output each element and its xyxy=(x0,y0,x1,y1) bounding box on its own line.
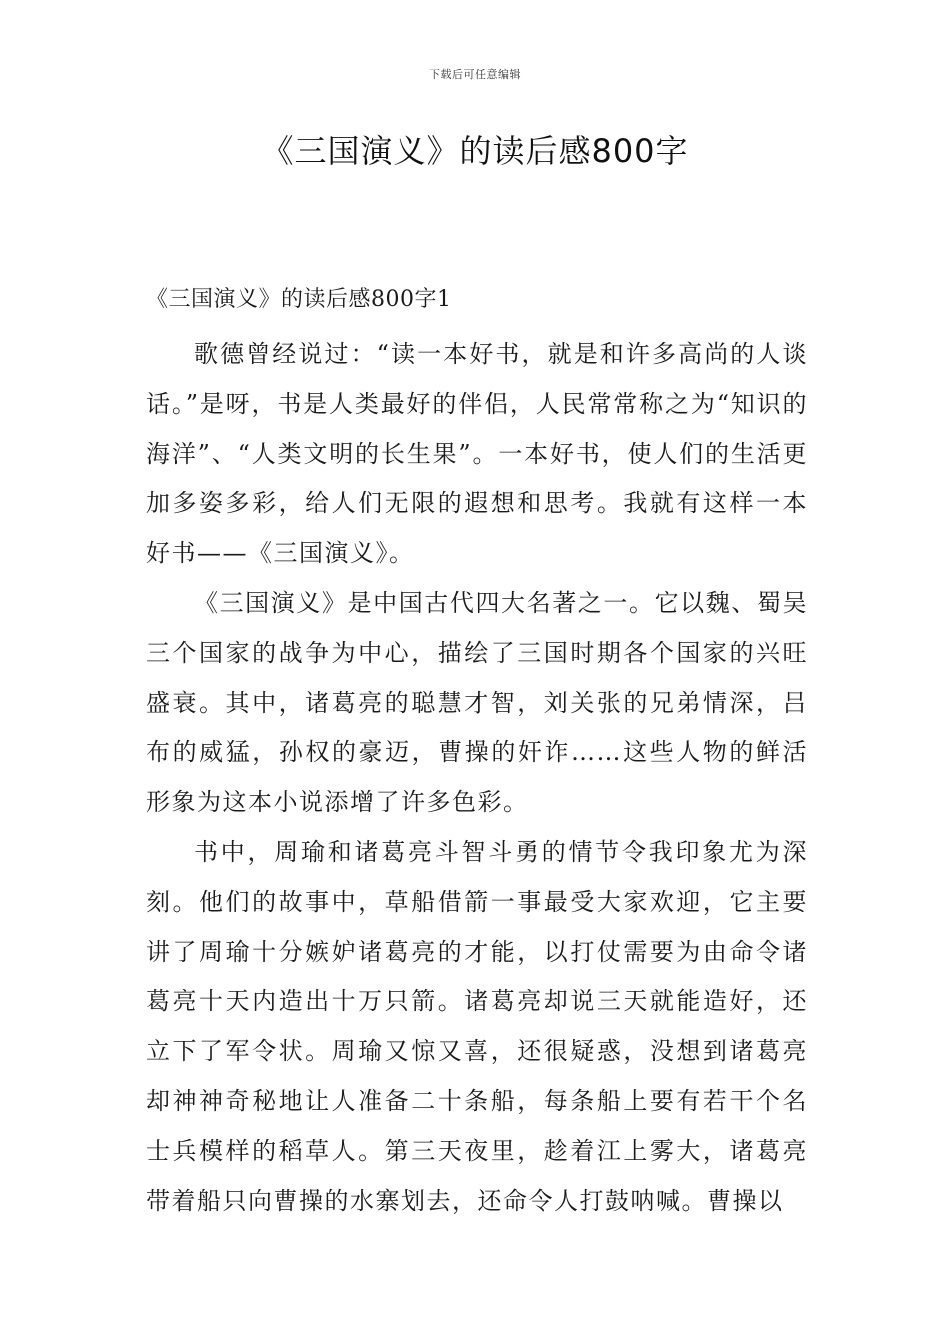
section-heading: 《三国演义》的读后感800字1 xyxy=(146,287,452,312)
document-title: 《三国演义》的读后感800字 xyxy=(261,132,689,170)
header-note: 下载后可任意编辑 xyxy=(429,68,521,81)
paragraph-3: 书中，周瑜和诸葛亮斗智斗勇的情节令我印象尤为深刻。他们的故事中，草船借箭一事最受大家欢迎，它主要讲了周瑜十分嫉妒诸葛亮的才能，以打仗需要为由命令诸葛亮十天内造出十万只箭。诸葛亮却说三天就能造好，还立下了军令状。周瑜又惊又喜，还很疑惑，没想到诸葛亮却神神奇秘地让人准备二十条船，每条船上要有若干个名士兵模样的稻草人。第三天夜里，趁着江上雾大，诸葛亮带着船只向曹操的水寨划去，还命令人打鼓呐喊。曹操以 xyxy=(146,837,808,1215)
document-body xyxy=(146,282,808,1226)
paragraph-1: 歌德曾经说过：“读一本好书，就是和许多高尚的人谈话。”是呀，书是人类最好的伴侣，人民常常称之为“知识的海洋”、“人类文明的长生果”。一本好书，使人们的生活更加多姿多彩，给人们无限的遐想和思考。我就有这样一本好书——《三国演义》。 xyxy=(146,340,808,568)
paragraph-2: 《三国演义》是中国古代四大名著之一。它以魏、蜀吴三个国家的战争为中心，描绘了三国时期各个国家的兴旺盛衰。其中，诸葛亮的聪慧才智，刘关张的兄弟情深，吕布的威猛，孙权的豪迈，曹操的奸诈……这些人物的鲜活形象为这本小说添增了许多色彩。 xyxy=(146,588,808,817)
